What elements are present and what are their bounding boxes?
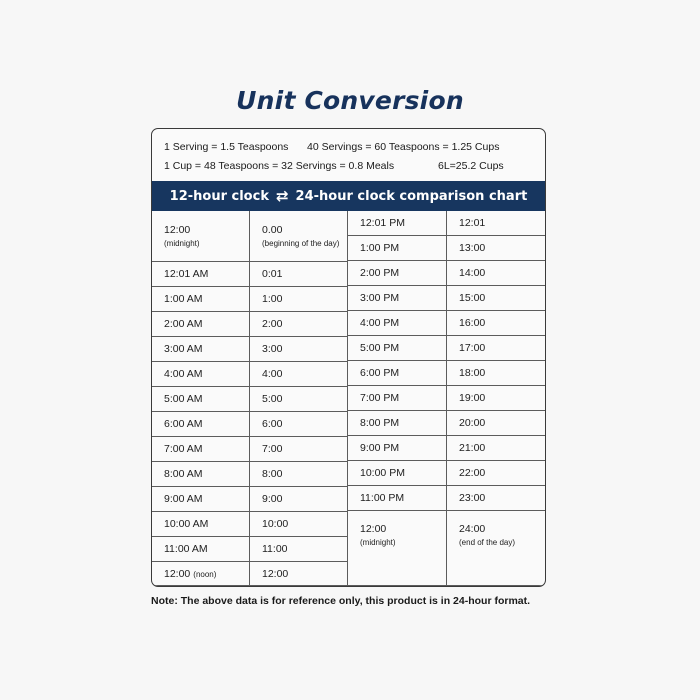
- time-value: 23:00: [459, 492, 486, 504]
- time-value: 9:00 PM: [360, 442, 400, 454]
- right-h12-cell: [348, 461, 447, 486]
- time-value: 18:00: [459, 367, 486, 379]
- time-value: 17:00: [459, 342, 486, 354]
- time-value: 5:00 PM: [360, 342, 400, 354]
- right-h24-cell: [447, 211, 545, 236]
- time-value: 7:00 PM: [360, 392, 400, 404]
- swap-arrows-icon: ⇄: [275, 187, 289, 205]
- time-value: 3:00: [262, 343, 283, 355]
- left-h24-cell: [250, 387, 348, 412]
- left-h24-cell: [250, 562, 348, 586]
- left-h24-cell: [250, 287, 348, 312]
- left-h12-cell: [152, 262, 250, 287]
- time-value: 12:00: [164, 224, 191, 236]
- right-h24-cell: [447, 336, 545, 361]
- time-value: 10:00: [262, 518, 289, 530]
- left-h24-cell: [250, 362, 348, 387]
- time-note: (midnight): [360, 538, 396, 547]
- conversion-servings-cups: 40 Servings = 60 Teaspoons = 1.25 Cups: [307, 141, 500, 153]
- footnote: Note: The above data is for reference only, this product is in 24-hour format.: [151, 595, 531, 607]
- left-h12-cell: [152, 437, 250, 462]
- right-h24-cell: [447, 261, 545, 286]
- right-h24-cell: [447, 486, 545, 511]
- time-value: 6:00: [262, 418, 283, 430]
- time-value: 4:00: [262, 368, 283, 380]
- right-h12-cell: [348, 411, 447, 436]
- time-value: 5:00: [262, 393, 283, 405]
- time-value: 8:00 AM: [164, 468, 203, 480]
- time-value: 9:00: [262, 493, 283, 505]
- time-value: 8:00 PM: [360, 417, 400, 429]
- time-value: 7:00: [262, 443, 283, 455]
- left-h12-cell: [152, 562, 250, 586]
- left-h24-cell: [250, 512, 348, 537]
- time-value: 5:00 AM: [164, 393, 203, 405]
- time-value: 1:00 AM: [164, 293, 203, 305]
- time-value: 13:00: [459, 242, 486, 254]
- banner-right-label: 24-hour clock comparison chart: [295, 188, 528, 204]
- left-h12-cell: [152, 412, 250, 437]
- right-h24-cell: [447, 436, 545, 461]
- time-value: 4:00 PM: [360, 317, 400, 329]
- right-h12-cell: [348, 361, 447, 386]
- left-h24-cell: [250, 437, 348, 462]
- right-h12-cell: [348, 261, 447, 286]
- left-h12-cell: [152, 337, 250, 362]
- right-h24-cell: [447, 286, 545, 311]
- right-h24-cell: [447, 511, 545, 586]
- time-value: 11:00 PM: [360, 492, 405, 504]
- time-value: 4:00 AM: [164, 368, 203, 380]
- time-value: 15:00: [459, 292, 486, 304]
- time-comparison-table: [152, 211, 545, 586]
- time-value: 12:01 PM: [360, 217, 405, 229]
- right-h12-cell: [348, 386, 447, 411]
- time-value: 11:00 AM: [164, 543, 208, 555]
- right-h12-cell: [348, 311, 447, 336]
- time-value: 3:00 AM: [164, 343, 203, 355]
- time-value: 10:00 PM: [360, 467, 405, 479]
- time-value: 6:00 AM: [164, 418, 203, 430]
- right-h12-cell: [348, 436, 447, 461]
- left-h12-cell: [152, 512, 250, 537]
- comparison-banner: [152, 181, 545, 211]
- left-h24-cell: [250, 312, 348, 337]
- time-value: 2:00 PM: [360, 267, 400, 279]
- time-note: (noon): [193, 569, 217, 579]
- time-value: 9:00 AM: [164, 493, 203, 505]
- conversion-card: [151, 128, 546, 587]
- right-h24-cell: [447, 236, 545, 261]
- time-value: 22:00: [459, 467, 486, 479]
- time-value: 14:00: [459, 267, 486, 279]
- left-h12-cell: [152, 362, 250, 387]
- time-value: 7:00 AM: [164, 443, 203, 455]
- time-note: (midnight): [164, 239, 200, 248]
- time-value: 1:00: [262, 293, 283, 305]
- left-h24-cell: [250, 462, 348, 487]
- time-value: 8:00: [262, 468, 283, 480]
- left-h12-cell: [152, 487, 250, 512]
- right-h12-cell: [348, 336, 447, 361]
- time-value: 12:00: [262, 567, 289, 580]
- time-value: 24:00: [459, 523, 486, 535]
- right-h12-cell: [348, 236, 447, 261]
- time-value: 12:01: [459, 217, 486, 229]
- conversion-serving: 1 Serving = 1.5 Teaspoons: [164, 141, 289, 153]
- time-value: 12:00: [164, 567, 191, 580]
- right-h24-cell: [447, 311, 545, 336]
- right-h24-cell: [447, 461, 545, 486]
- left-h24-cell: [250, 487, 348, 512]
- time-value: 2:00: [262, 318, 283, 330]
- left-h12-cell: [152, 462, 250, 487]
- right-h12-cell: [348, 486, 447, 511]
- left-h24-cell: [250, 337, 348, 362]
- time-value: 19:00: [459, 392, 486, 404]
- time-value: 11:00: [262, 543, 288, 555]
- time-note: (end of the day): [459, 538, 516, 547]
- left-h12-cell: [152, 312, 250, 337]
- right-h24-cell: [447, 386, 545, 411]
- right-h12-cell: [348, 511, 447, 586]
- time-value: 12:00: [360, 523, 387, 535]
- banner-left-label: 12-hour clock: [169, 188, 269, 204]
- left-h24-cell: [250, 211, 348, 262]
- right-h24-cell: [447, 411, 545, 436]
- left-h12-cell: [152, 211, 250, 262]
- conversion-liters: 6L=25.2 Cups: [438, 160, 504, 172]
- time-value: 20:00: [459, 417, 486, 429]
- time-value: 6:00 PM: [360, 367, 400, 379]
- left-h12-cell: [152, 287, 250, 312]
- left-h24-cell: [250, 262, 348, 287]
- time-value: 21:00: [459, 442, 486, 454]
- right-h12-cell: [348, 286, 447, 311]
- time-value: 1:00 PM: [360, 242, 400, 254]
- left-h12-cell: [152, 537, 250, 562]
- left-h24-cell: [250, 412, 348, 437]
- right-h12-cell: [348, 211, 447, 236]
- time-value: 0:01: [262, 268, 283, 280]
- page-title: Unit Conversion: [236, 86, 464, 115]
- right-h24-cell: [447, 361, 545, 386]
- time-value: 3:00 PM: [360, 292, 400, 304]
- time-value: 10:00 AM: [164, 518, 209, 530]
- time-value: 2:00 AM: [164, 318, 203, 330]
- time-value: 12:01 AM: [164, 268, 209, 280]
- time-note: (beginning of the day): [262, 239, 340, 248]
- left-h12-cell: [152, 387, 250, 412]
- conversion-cup: 1 Cup = 48 Teaspoons = 32 Servings = 0.8 Meals: [164, 160, 395, 172]
- time-value: 16:00: [459, 317, 486, 329]
- time-value: 0.00: [262, 224, 283, 236]
- left-h24-cell: [250, 537, 348, 562]
